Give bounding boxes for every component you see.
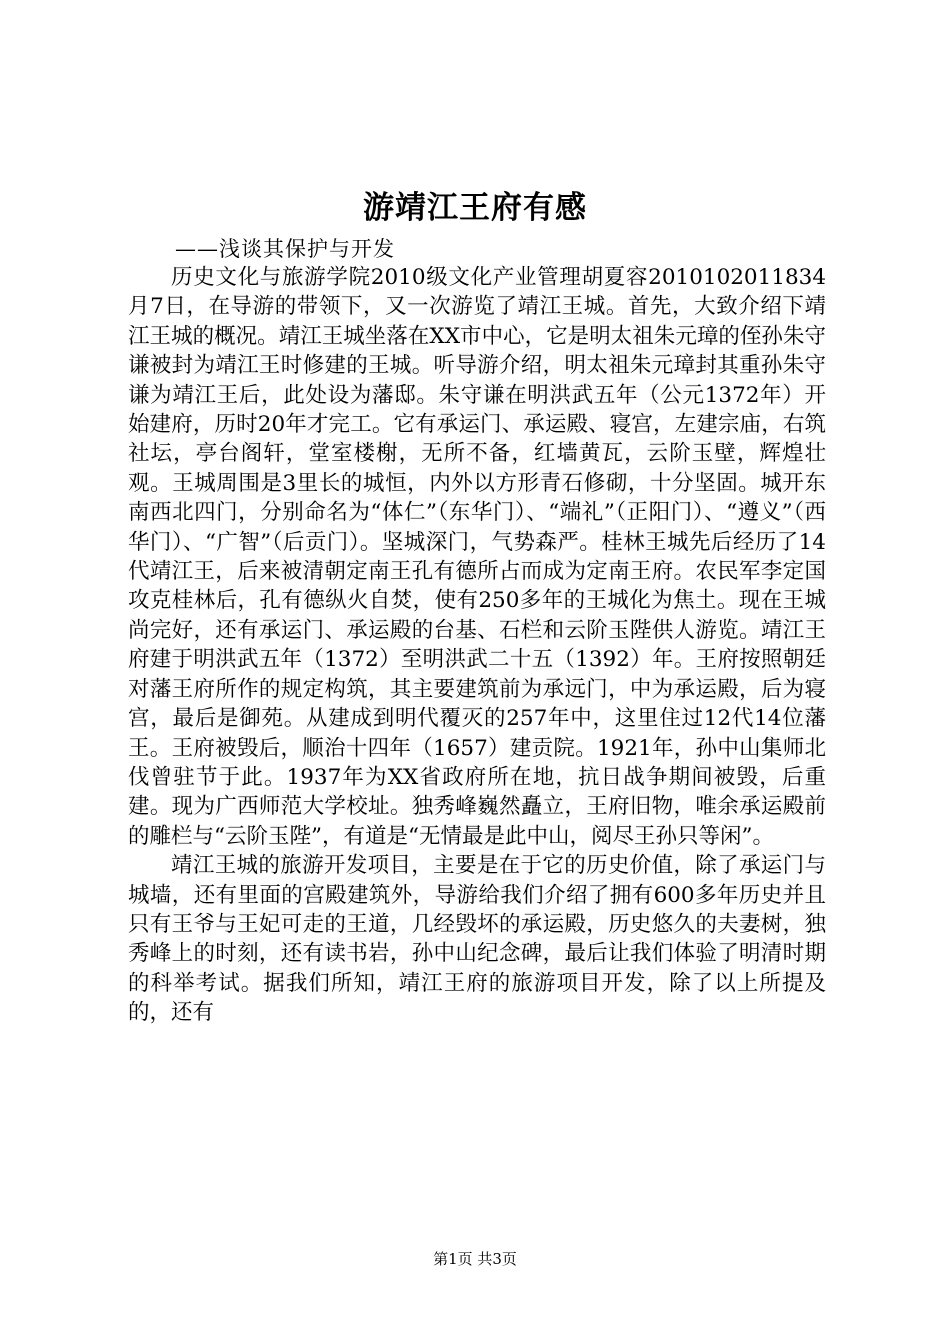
paragraph: 历史文化与旅游学院2010级文化产业管理胡夏容2010102011834月7日，在导游的带领下，又一次游览了靖江王城。首先，大致介绍下靖江王城的概况。靖江王城坐落在XX市中心，它是明太祖朱元璋的侄孙朱守谦被封为靖江王时修建的王城。听导游介绍，明太祖朱元璋封其重孙朱守谦为靖江王后，此处设为藩邸。朱守谦在明洪武五年（公元1372年）开始建府，历时20年才完工。它有承运门、承运殿、寝宫，左建宗庙，右筑社坛，亭台阁轩，堂室楼榭，无所不备，红墙黄瓦，云阶玉壁，辉煌壮观。王城周围是3里长的城恒，内外以方形青石修砌，十分坚固。城开东南西北四门，分别命名为“体仁”（东华门）、“端礼”（正阳门）、“遵义”（西华门）、“广智”（后贡门）。坚城深门，气势森严。桂林王城先后经历了14代靖江王，后来被清朝定南王孔有德所占而成为定南王府。农民军李定国攻克桂林后，孔有德纵火自焚，使有250多年的王城化为焦土。现在王城尚完好，还有承运门、承运殿的台基、石栏和云阶玉陛供人游览。靖江王府建于明洪武五年（1372）至明洪武二十五（1392）年。王府按照朝廷对藩王府所作的规定构筑，其主要建筑前为承远门，中为承运殿，后为寝宫，最后是御苑。从建成到明代覆灭的257年中，这里住过12代14位藩王。王府被毁后，顺治十四年（1657）建贡院。1921年，孙中山集师北伐曾驻节于此。1937年为XX省政府所在地，抗日战争期间被毁，后重建。现为广西师范大学校址。独秀峰巍然矗立，王府旧物，唯余承运殿前的雕栏与“云阶玉陛”，有道是“无情最是此中山，阅尽王孙只等闲”。 xyxy=(128,265,826,849)
document-subtitle: ——浅谈其保护与开发 xyxy=(175,237,395,261)
document-title: 游靖江王府有感 xyxy=(363,190,587,226)
paragraph: 靖江王城的旅游开发项目，主要是在于它的历史价值，除了承运门与城墙，还有里面的宫殿建筑外，导游给我们介绍了拥有600多年历史并且只有王爷与王妃可走的王道，几经毁坏的承运殿，历史悠久的夫妻树，独秀峰上的时刻，还有读书岩，孙中山纪念碑，最后让我们体验了明清时期的科举考试。据我们所知，靖江王府的旅游项目开发，除了以上所提及的，还有 xyxy=(128,853,826,1026)
document-body xyxy=(128,263,826,1028)
page-number-footer: 第1页 共3页 xyxy=(433,1250,517,1268)
